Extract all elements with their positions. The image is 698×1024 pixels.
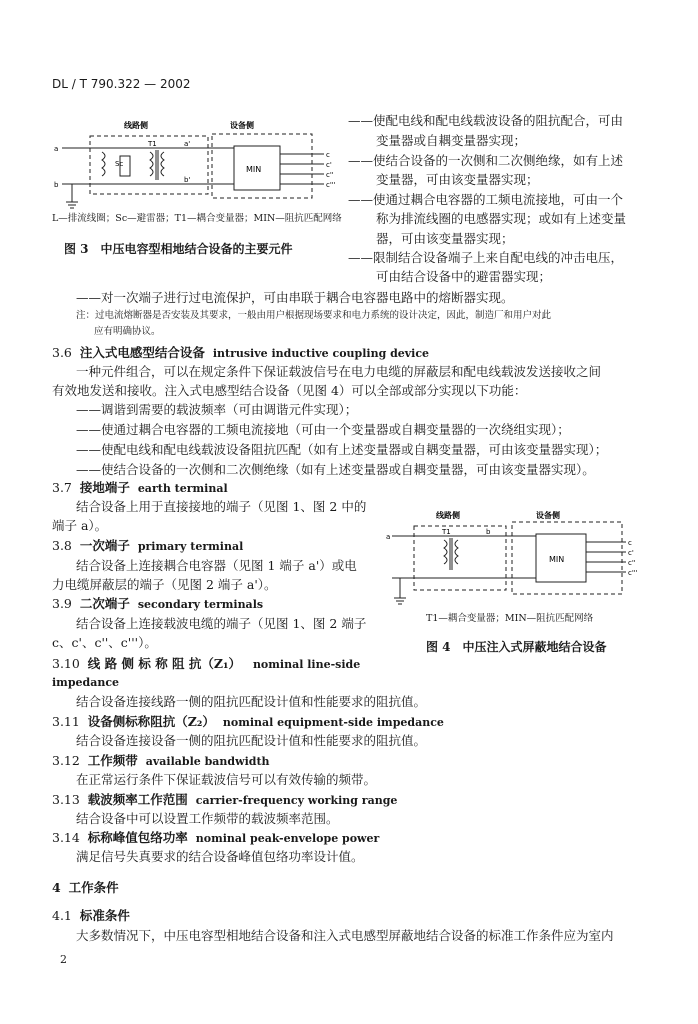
- fig3-equip-side-label: 设备侧: [230, 121, 254, 130]
- list-item: ——使结合设备的一次侧和二次侧绝缘，如有上述: [348, 153, 624, 168]
- list-item: 称为排流线圈的电感器实现；或如有上述变量: [376, 211, 627, 226]
- body-line: 力电缆屏蔽层的端子（见图 2 端子 a'）。: [52, 577, 277, 592]
- fig4-t1-label: T1: [442, 528, 451, 536]
- fig3-t1-label: T1: [148, 140, 157, 148]
- section-4-heading: 4 工作条件: [52, 880, 119, 895]
- standard-code: DL / T 790.322 — 2002: [52, 77, 191, 91]
- body-line: 满足信号失真要求的结合设备峰值包络功率设计值。: [76, 849, 364, 864]
- section-4-1-heading: 4.1 标准条件: [52, 908, 130, 923]
- body-line: 结合设备上连接耦合电容器（见图 1 端子 a'）或电: [76, 558, 357, 573]
- fig4-line-side-label: 线路侧: [436, 511, 460, 520]
- list-item: 器，可由该变量器实现；: [376, 231, 514, 246]
- section-3-8-heading: 3.8 一次端子 primary terminal: [52, 538, 244, 553]
- note-line: 应有明确协议。: [94, 326, 161, 337]
- fig4-terminal-c2: c'': [628, 559, 636, 567]
- list-item: 变量器或自耦变量器实现；: [376, 133, 527, 148]
- fig3-sc-label: Sc: [115, 160, 124, 168]
- fig3-terminal-b: b: [54, 181, 59, 189]
- body-line: c、c'、c''、c'''）。: [52, 635, 157, 650]
- fig4-terminal-c3: c''': [628, 569, 638, 577]
- figure-4-diagram: [386, 506, 636, 610]
- body-line: 有效地发送和接收。注入式电感型结合设备（见图 4）可以全部或部分实现以下功能：: [52, 383, 527, 398]
- body-line: 结合设备连接线路一侧的阻抗匹配设计值和性能要求的阻抗值。: [76, 694, 427, 709]
- body-line: 结合设备中可以设置工作频带的载波频率范围。: [76, 811, 339, 826]
- body-line: 一种元件组合，可以在规定条件下保证载波信号在电力电缆的屏蔽层和配电线载波发送接收之间: [76, 364, 602, 379]
- section-3-7-heading: 3.7 接地端子 earth terminal: [52, 480, 228, 495]
- body-line: 结合设备上连接载波电缆的端子（见图 1、图 2 端子: [76, 616, 367, 631]
- list-item: ——限制结合设备端子上来自配电线的冲击电压，: [348, 250, 624, 265]
- body-line: 在正常运行条件下保证载波信号可以有效传输的频带。: [76, 772, 377, 787]
- section-3-10-heading: 3.10 线 路 侧 标 称 阻 抗（Z₁） nominal line-side: [52, 656, 361, 671]
- fig4-terminal-a: a: [386, 533, 391, 541]
- fig3-caption: 图 3 中压电容型相地结合设备的主要元件: [64, 242, 293, 256]
- section-3-13-heading: 3.13 载波频率工作范围 carrier-frequency working range: [52, 792, 398, 807]
- list-item: ——使配电线和配电线载波设备的阻抗配合，可由: [348, 113, 624, 128]
- note-line: 注：过电流熔断器是否安装及其要求，一般由用户根据现场要求和电力系统的设计决定，因此，制造厂和用户对此: [76, 310, 552, 321]
- list-item: 变量器，可由该变量器实现；: [376, 172, 539, 187]
- fig4-min-label: MIN: [549, 555, 565, 564]
- fig3-terminal-c3: c''': [326, 181, 336, 189]
- fig3-terminal-c2: c'': [326, 171, 334, 179]
- fig4-equipment-box: [512, 522, 622, 594]
- list-item: ——使结合设备的一次侧和二次侧绝缘（如有上述变量器或自耦变量器，可由该变量器实现）。: [76, 462, 595, 477]
- fig3-terminal-c1: c': [326, 161, 332, 169]
- list-item: ——使通过耦合电容器的工频电流接地（可由一个变量器或自耦变量器的一次绕组实现）；: [76, 422, 570, 437]
- fig4-terminal-b: b: [486, 528, 491, 536]
- fig3-drain-coil: [102, 152, 105, 176]
- fig3-min-label: MIN: [246, 165, 262, 174]
- page-number: 2: [60, 953, 67, 966]
- list-item: ——调谐到需要的载波频率（可由调谐元件实现）；: [76, 402, 358, 417]
- body-line: 端子 a）。: [52, 518, 108, 533]
- fig3-line-side-label: 线路侧: [124, 121, 148, 130]
- section-3-11-heading: 3.11 设备侧标称阻抗（Z₂） nominal equipment-side impedance: [52, 714, 444, 729]
- fig3-equipment-box: [212, 134, 312, 198]
- section-3-14-heading: 3.14 标称峰值包络功率 nominal peak-envelope power: [52, 830, 380, 845]
- fig4-caption: 图 4 中压注入式屏蔽地结合设备: [426, 640, 607, 654]
- list-item: ——使通过耦合电容器的工频电流接地，可由一个: [348, 192, 624, 207]
- fig4-legend: T1—耦合变量器；MIN—阻抗匹配网络: [426, 613, 594, 624]
- body-line: 大多数情况下，中压电容型相地结合设备和注入式电感型屏蔽地结合设备的标准工作条件应为室内: [76, 928, 614, 943]
- fig3-terminal-ap: a': [184, 140, 191, 148]
- fig4-equip-side-label: 设备侧: [536, 511, 560, 520]
- list-item: 可由结合设备中的避雷器实现；: [376, 269, 552, 284]
- fig3-terminal-c: c: [326, 151, 330, 159]
- section-3-9-heading: 3.9 二次端子 secondary terminals: [52, 596, 264, 611]
- section-3-10-heading-cont: impedance: [52, 676, 120, 689]
- body-line: 结合设备上用于直接接地的端子（见图 1、图 2 中的: [76, 499, 367, 514]
- fig4-terminal-c1: c': [628, 549, 634, 557]
- fig3-terminal-bp: b': [184, 176, 191, 184]
- fig3-terminal-a: a: [54, 145, 59, 153]
- body-line: 结合设备连接设备一侧的阻抗匹配设计值和性能要求的阻抗值。: [76, 733, 427, 748]
- fig4-terminal-c: c: [628, 539, 632, 547]
- list-item: ——使配电线和配电线载波设备阻抗匹配（如有上述变量器或自耦变量器，可由该变量器实现）；: [76, 442, 608, 457]
- section-3-12-heading: 3.12 工作频带 available bandwidth: [52, 753, 270, 768]
- fig3-legend: L—排流线圈；Sc—避雷器；T1—耦合变量器；MIN—阻抗匹配网络: [52, 213, 342, 224]
- figure-3-diagram: [52, 116, 342, 212]
- body-line: ——对一次端子进行过电流保护，可由串联于耦合电容器电路中的熔断器实现。: [76, 290, 514, 305]
- section-3-6-heading: 3.6 注入式电感型结合设备 intrusive inductive coupling device: [52, 345, 430, 360]
